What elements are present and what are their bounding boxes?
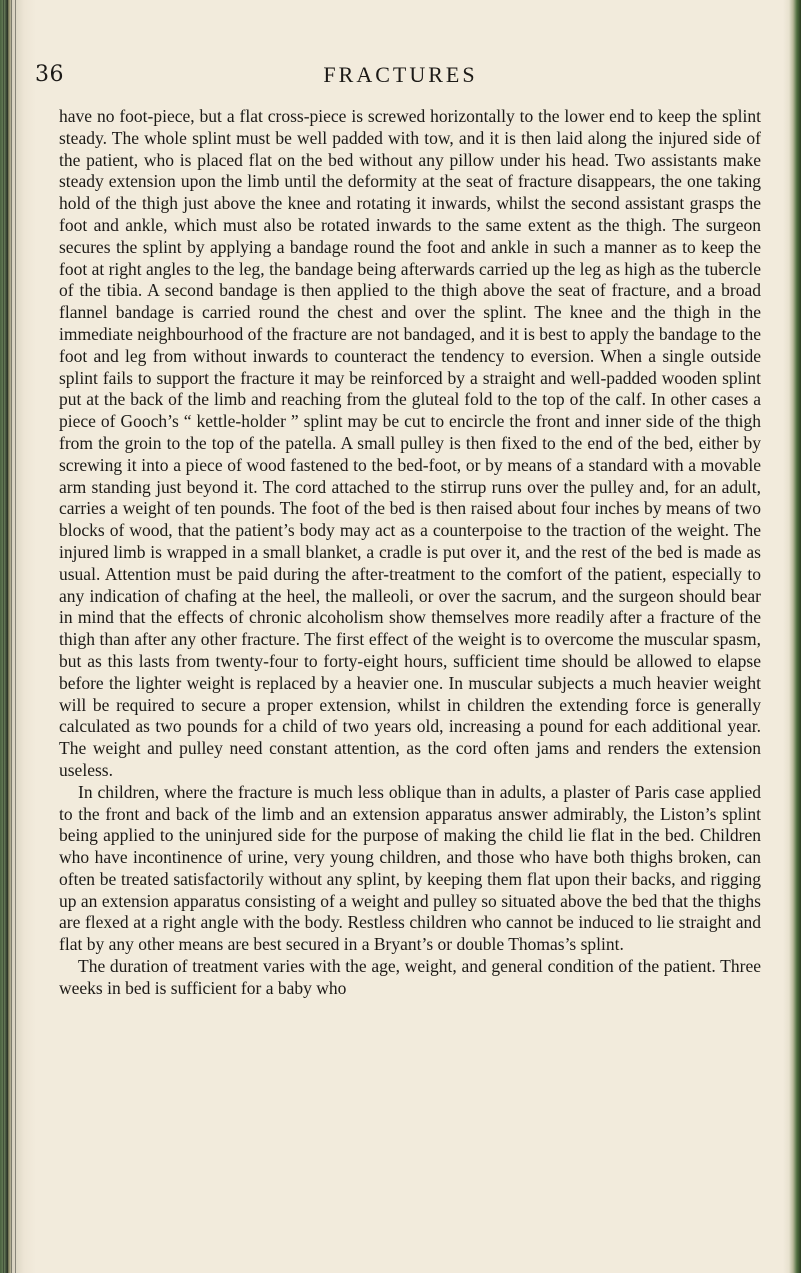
page-header	[0, 62, 801, 92]
page-number: 36	[35, 62, 64, 87]
running-head: FRACTURES	[323, 62, 478, 87]
paragraph-3: The duration of treatment varies with the age, weight, and general condition of the patient. Three weeks in bed is sufficient for a baby who	[59, 956, 761, 998]
paragraph-2: In children, where the fracture is much less oblique than in adults, a plaster of Paris case applied to the front and back of the limb and an extension apparatus answer admirably, the Liston’s splint being applied to the uninjured side for the purpose of making the child lie flat in the bed. Children who have incontinence of urine, very young children, and those who have both thighs broken, can often be treated satisfactorily without any splint, by keeping them flat upon their backs, and rigging up an extension apparatus consisting of a weight and pulley so situated above the bed that the thighs are flexed at a right angle with the body. Restless children who cannot be induced to lie straight and flat by any other means are best secured in a Bryant’s or double Thomas’s splint.	[59, 781, 761, 955]
right-binding-edge	[783, 0, 801, 1273]
paragraph-1: have no foot-piece, but a flat cross-piece is screwed horizontally to the lower end to keep the splint steady. The whole splint must be well padded with tow, and it is then laid along the injured side of the patient, who is placed flat on the bed without any pillow under his head. Two assistants make steady extension upon the limb until the deformity at the seat of fracture disappears, the one taking hold of the thigh just above the knee and rotating it inwards, whilst the second assistant grasps the foot and ankle, which must also be rotated inwards to the same extent as the thigh. The surgeon secures the splint by applying a bandage round the foot and ankle in such a manner as to keep the foot at right angles to the leg, the bandage being afterwards carried up the leg as high as the tubercle of the tibia. A second bandage is then applied to the thigh above the seat of fracture, and a broad flannel bandage is carried round the chest and over the splint. The knee and the thigh in the immediate neighbourhood of the fracture are not bandaged, and it is best to apply the bandage to the foot and leg from without inwards to counteract the tendency to eversion. When a single outside splint fails to support the fracture it may be reinforced by a straight and well-padded wooden splint put at the back of the limb and reaching from the gluteal fold to the top of the calf. In other cases a piece of Gooch’s “ kettle-holder ” splint may be cut to encircle the front and inner side of the thigh from the groin to the top of the patella. A small pulley is then fixed to the end of the bed, either by screwing it into a piece of wood fastened to the bed-foot, or by means of a standard with a movable arm standing just beyond it. The cord attached to the stirrup runs over the pulley and, for an adult, carries a weight of ten pounds. The foot of the bed is then raised about four inches by means of two blocks of wood, that the patient’s body may act as a counterpoise to the traction of the weight. The injured limb is wrapped in a small blanket, a cradle is put over it, and the rest of the bed is made as usual. Attention must be paid during the after-treatment to the comfort of the patient, especially to any indication of chafing at the heel, the malleoli, or over the sacrum, and the surgeon should bear in mind that the effects of chronic alcoholism show themselves more readily after a fracture of the thigh than after any other fracture. The first effect of the weight is to overcome the muscular spasm, but as this lasts from twenty-four to forty-eight hours, sufficient time should be allowed to elapse before the lighter weight is replaced by a heavier one. In muscular subjects a much heavier weight will be required to secure a proper extension, whilst in children the extending force is generally calculated as two pounds for a child of two years old, increasing a pound for each additional year. The weight and pulley need constant attention, as the cord often jams and renders the extension useless.	[59, 106, 761, 780]
body-text	[59, 106, 761, 1000]
left-binding-edge	[0, 0, 36, 1273]
left-binding-texture	[3, 0, 19, 1273]
